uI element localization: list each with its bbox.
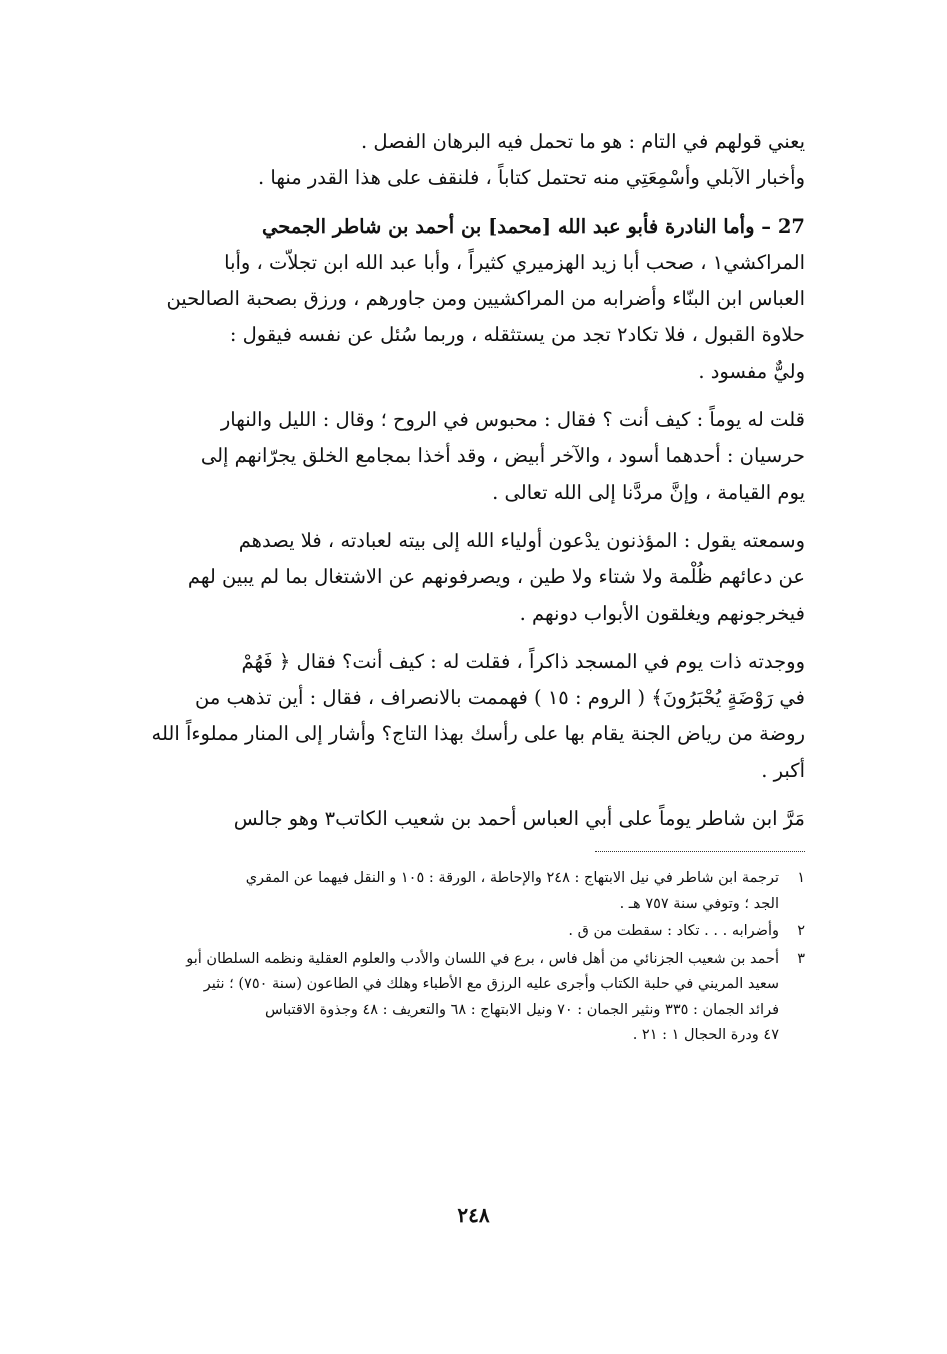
paragraph-2	[137, 209, 805, 390]
footnote-number: ١	[797, 870, 805, 887]
footnote-text	[137, 866, 779, 917]
text-line: وليٌّ مفسود .	[698, 359, 805, 383]
entry-heading-line: 27 – وأما النادرة فأبو عبد الله [محمد] بن أحمد بن شاطر الجمحي	[261, 214, 805, 238]
footnotes	[137, 866, 805, 1049]
text-line: عن دعائهم ظُلْمة ولا شتاء ولا طين ، ويصرفونهم عن الاشتغال بما لم يبين لهم	[187, 565, 805, 589]
text-line: حلاوة القبول ، فلا تكاد٢ تجد من يستثقله ، وربما سُئل عن نفسه فيقول :	[229, 323, 805, 347]
paragraph-4	[137, 523, 805, 632]
text-line: روضة من رياض الجنة يقام بها على رأسك بهذا التاج؟ وأشار إلى المنار مملوءاً الله	[151, 722, 805, 746]
footnote-line: فرائد الجمان : ٣٣٥ ونثير الجمان : ٧٠ ونيل الابتهاج : ٦٨ والتعريف : ٤٨ وجذوة الاقتباس	[264, 1001, 779, 1018]
footnote	[137, 866, 805, 917]
footnote-number: ٣	[797, 950, 805, 967]
paragraph-5	[137, 644, 805, 789]
page-content	[137, 124, 805, 1051]
main-text	[137, 124, 805, 837]
text-line: ووجدته ذات يوم في المسجد ذاكراً ، فقلت له : كيف أنت؟ فقال ﴿ فَهُمْ	[241, 649, 805, 673]
footnote-line: سعيد المريني في حلبة الكتاب وأجرى عليه الرزق مع الأطباء وهلك في الطاعون (سنة ٧٥٠) ؛ نثير	[203, 976, 779, 993]
footnote-line: ٤٧ ودرة الحجال ١ : ٢١ .	[632, 1027, 779, 1044]
text-line: العباس ابن البنّاء وأضرابه من المراكشيين ومن جاورهم ، ورزق بصحبة الصالحين	[166, 287, 805, 311]
footnote-line: الجد ؛ وتوفي سنة ٧٥٧ هـ .	[619, 895, 779, 912]
footnote-line: وأضرابه . . . تكاد : سقطت من ق .	[568, 923, 779, 940]
text-line: قلت له يوماً : كيف أنت ؟ فقال : محبوس في الروح ؛ وقال : الليل والنهار	[220, 408, 805, 432]
footnote	[137, 947, 805, 1049]
paragraph-1	[137, 124, 805, 197]
text-line: مَرَّ ابن شاطر يوماً على أبي العباس أحمد بن شعيب الكاتب٣ وهو جالس	[233, 807, 805, 831]
footnote-number: ٢	[797, 923, 805, 940]
footnote-line: ترجمة ابن شاطر في نيل الابتهاج : ٢٤٨ والإحاطة ، الورقة : ١٠٥ و النقل فيهما عن المقري	[245, 870, 779, 887]
text-line: حرسيان : أحدهما أسود ، والآخر أبيض ، وقد أخذا بمجامع الخلق يجرّانهم إلى	[200, 444, 805, 468]
text-line: وأخبار الآبلي وأسْمِعَتِي منه تحتمل كتاباً ، فلنقف على هذا القدر منها .	[258, 166, 805, 190]
footnote-line: أحمد بن شعيب الجزنائي من أهل فاس ، برع في اللسان والأدب والعلوم العقلية ونظمه السلطان أبو	[186, 950, 779, 967]
footnote	[137, 919, 805, 945]
text-line: يوم القيامة ، وإنَّ مردَّنا إلى الله تعالى .	[492, 480, 805, 504]
footnote-text	[137, 919, 779, 945]
paragraph-3	[137, 402, 805, 511]
paragraph-6	[137, 801, 805, 837]
text-line: في رَوْضَةٍ يُحْبَرُونَ﴾ ( الروم : ١٥ ) فهممت بالانصراف ، فقال : أين تذهب من	[194, 686, 805, 710]
text-line: يعني قولهم في التام : هو ما تحمل فيه البرهان الفصل .	[361, 130, 805, 153]
text-line: أكبر .	[761, 758, 805, 782]
text-line: المراكشي١ ، صحب أبا زيد الهزميري كثيراً ، وأبا عبد الله ابن تجلاّت ، وأبا	[224, 250, 805, 274]
page-number: ٢٤٨	[457, 1203, 490, 1227]
footnote-separator	[595, 851, 805, 852]
text-line: فيخرجونهم ويغلقون الأبواب دونهم .	[519, 601, 805, 625]
text-line: وسمعته يقول : المؤذنون يدْعون أولياء الله إلى بيته لعبادته ، فلا يصدهم	[238, 528, 805, 552]
footnote-text	[137, 947, 779, 1049]
